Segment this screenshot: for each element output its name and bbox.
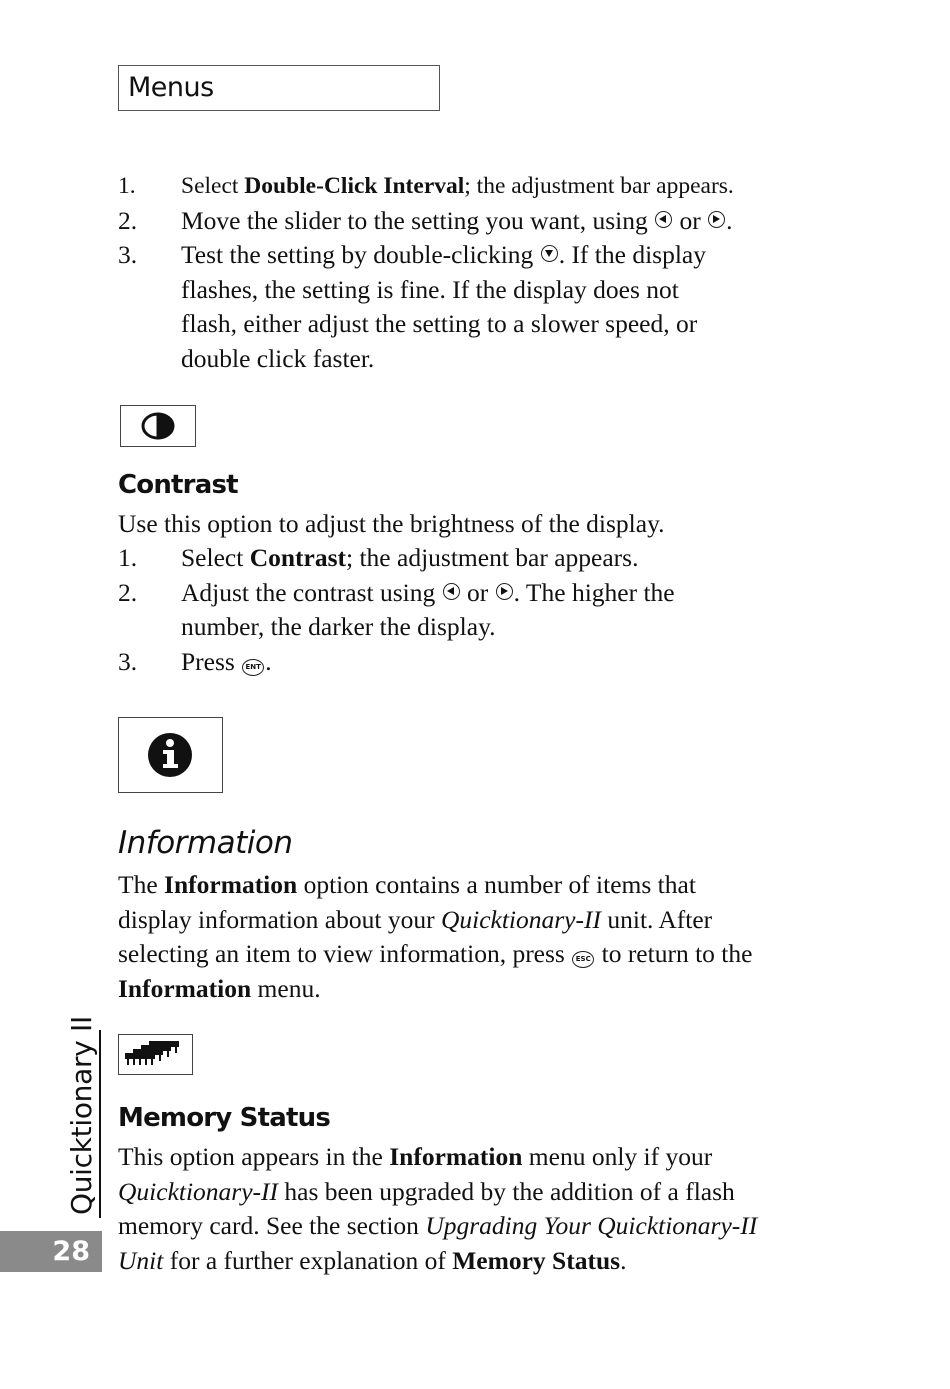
info-icon xyxy=(119,718,222,792)
right-arrow-key-icon xyxy=(496,583,513,600)
contrast-steps xyxy=(118,541,741,679)
contrast-icon xyxy=(121,406,195,446)
list-item: 2. Move the slider to the setting you want, using or . xyxy=(118,205,733,235)
left-arrow-key-icon xyxy=(443,583,460,600)
section-title: Menus xyxy=(128,72,214,103)
information-heading: Information xyxy=(118,825,293,861)
double-click-steps xyxy=(118,169,741,377)
list-item: 3. Test the setting by double-clicking . If the display flashes, the setting is fine. If the display does not flash, either adjust the setting to a slower speed, or double click faster. xyxy=(118,240,706,373)
memory-status-heading: Memory Status xyxy=(118,1103,330,1133)
information-paragraph: The Information option contains a number of items that display information about your Quicktionary-II unit. After selecting an item to view information, press ESC to return to the Information menu. xyxy=(118,870,753,1003)
contrast-term: Contrast xyxy=(249,543,347,572)
left-arrow-key-icon xyxy=(655,211,672,228)
memory-chip-icon xyxy=(119,1035,192,1074)
section-header-box xyxy=(118,65,440,111)
contrast-icon-box xyxy=(120,405,196,447)
memory-icon-box xyxy=(118,1034,193,1075)
product-name-vertical: Quicktionary II xyxy=(65,1016,98,1215)
contrast-heading: Contrast xyxy=(118,470,238,500)
right-arrow-key-icon xyxy=(708,211,725,228)
double-click-interval-term: Double-Click Interval xyxy=(244,173,465,199)
list-item: 1. Select Contrast; the adjustment bar appears. xyxy=(118,543,639,572)
list-item: 3. Press ENT . xyxy=(118,646,272,676)
page-number-tab: 28 xyxy=(0,1231,102,1272)
list-item: 2. Adjust the contrast using or . The higher the number, the darker the display. xyxy=(118,577,675,642)
memory-status-paragraph: This option appears in the Information menu only if your Quicktionary-II has been upgraded by the addition of a flash memory card. See the section Upgrading Your Quicktionary-II Unit for a further explanation of Memory Status. xyxy=(118,1142,758,1275)
list-item: 1. Select Double-Click Interval; the adjustment bar appears. xyxy=(118,173,734,199)
down-arrow-key-icon xyxy=(541,245,558,262)
enter-key-icon: ENT xyxy=(242,659,264,676)
contrast-intro: Use this option to adjust the brightness of the display. xyxy=(118,509,665,538)
escape-key-icon: ESC xyxy=(572,951,594,968)
information-icon-box xyxy=(118,717,223,793)
side-divider xyxy=(99,1030,101,1218)
